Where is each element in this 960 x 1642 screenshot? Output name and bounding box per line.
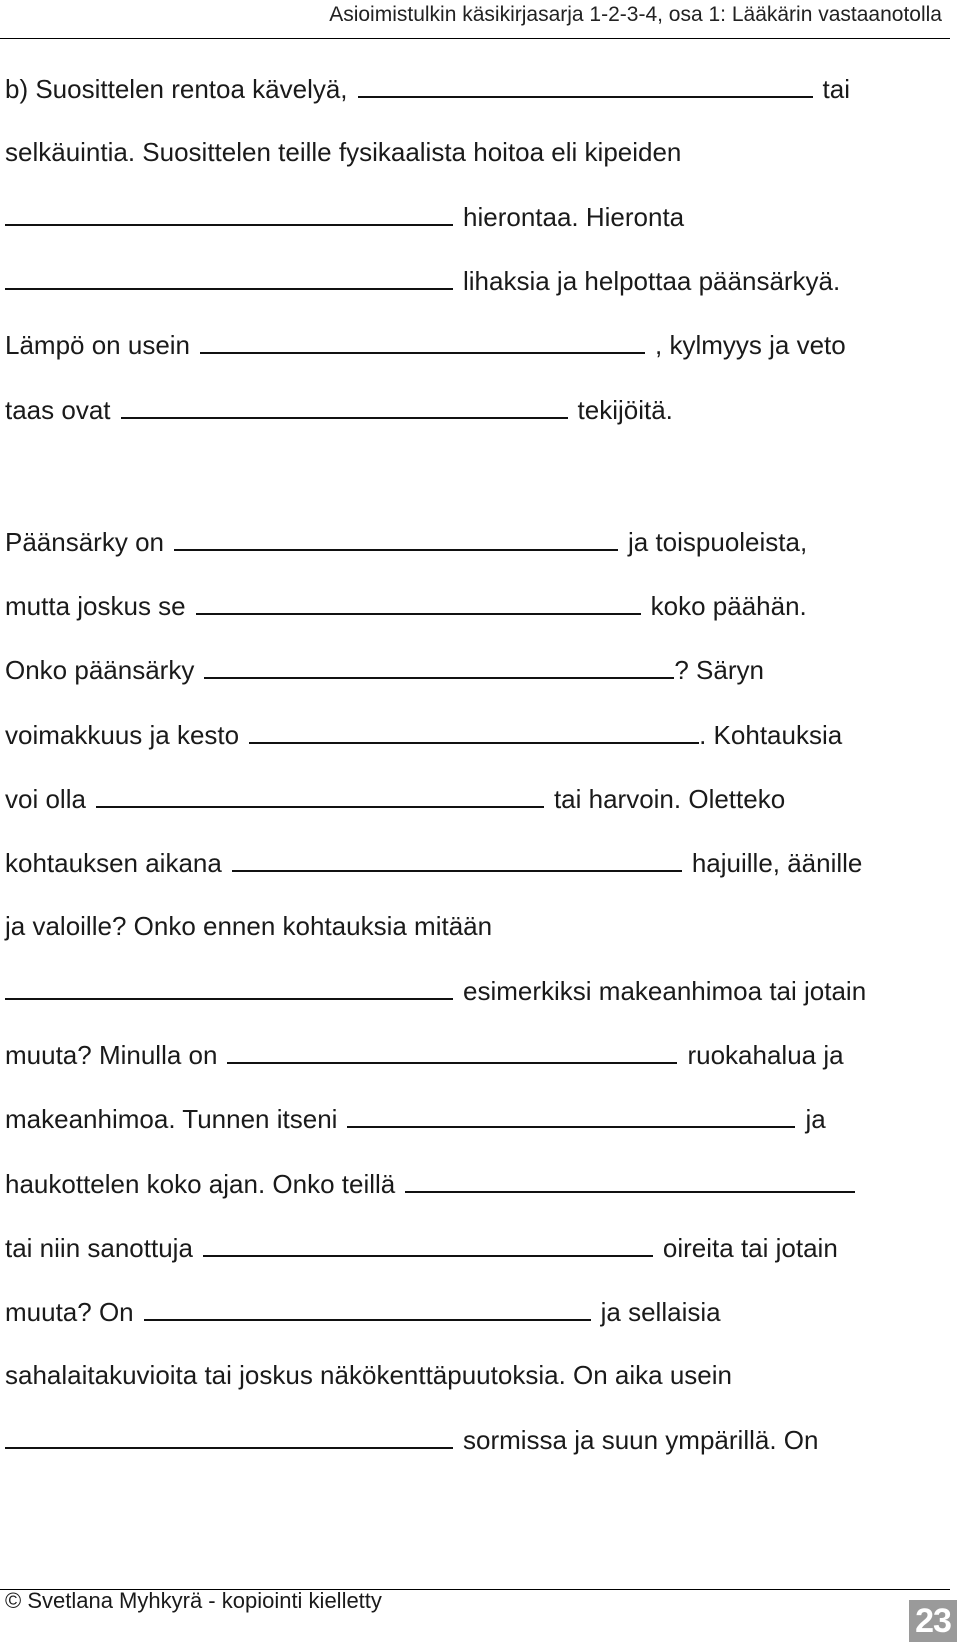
line-text: sahalaitakuvioita tai joskus näkökenttäpuutoksia. On aika usein <box>5 1360 732 1390</box>
line-text: lihaksia ja helpottaa päänsärkyä. <box>463 266 841 296</box>
text-line-9 <box>5 651 764 687</box>
text-line-2 <box>5 134 681 170</box>
answer-blank[interactable] <box>96 780 544 808</box>
line-text: koko päähän. <box>650 591 807 621</box>
line-text: hajuille, äänille <box>691 848 863 878</box>
text-line-1 <box>5 70 850 106</box>
line-text: Päänsärky on <box>5 527 164 557</box>
line-text: Onko päänsärky <box>5 655 195 685</box>
line-text: hierontaa. Hieronta <box>463 202 685 232</box>
text-line-20 <box>5 1357 732 1393</box>
line-text: . Kohtauksia <box>699 720 843 750</box>
line-text: voimakkuus ja kesto <box>5 720 240 750</box>
line-text: b) Suosittelen rentoa kävelyä, <box>5 74 348 104</box>
answer-blank[interactable] <box>121 391 568 419</box>
answer-blank[interactable] <box>358 70 813 98</box>
line-text: selkäuintia. Suosittelen teille fysikaalista hoitoa eli kipeiden <box>5 137 682 167</box>
text-line-17 <box>5 1165 865 1201</box>
answer-blank[interactable] <box>5 1421 453 1449</box>
line-text: oireita tai jotain <box>662 1233 838 1263</box>
line-text: ja sellaisia <box>600 1297 721 1327</box>
line-text: tai harvoin. Oletteko <box>553 784 786 814</box>
text-line-15 <box>5 1036 844 1072</box>
answer-blank[interactable] <box>196 587 641 615</box>
text-line-14 <box>5 972 866 1008</box>
line-text: tai niin sanottuja <box>5 1233 193 1263</box>
answer-blank[interactable] <box>204 651 674 679</box>
copyright-notice: © Svetlana Myhkyrä - kopiointi kielletty <box>5 1588 382 1613</box>
text-line-12 <box>5 844 862 880</box>
answer-blank[interactable] <box>347 1100 795 1128</box>
header-rule <box>0 38 950 39</box>
answer-blank[interactable] <box>249 716 699 744</box>
text-line-13 <box>5 908 492 944</box>
line-text: tai <box>822 74 851 104</box>
answer-blank[interactable] <box>405 1165 855 1193</box>
text-line-21 <box>5 1421 818 1457</box>
text-line-5 <box>5 326 846 362</box>
text-line-18 <box>5 1229 838 1265</box>
line-text: , kylmyys ja veto <box>655 330 846 360</box>
line-text: ja valoille? Onko ennen kohtauksia mitään <box>5 911 493 941</box>
answer-blank[interactable] <box>5 972 453 1000</box>
line-text: mutta joskus se <box>5 591 186 621</box>
line-text: makeanhimoa. Tunnen itseni <box>5 1104 338 1134</box>
answer-blank[interactable] <box>5 198 453 226</box>
answer-blank[interactable] <box>200 326 645 354</box>
line-text: ja <box>805 1104 826 1134</box>
line-text: esimerkiksi makeanhimoa tai jotain <box>463 976 867 1006</box>
line-text: ruokahalua ja <box>687 1040 844 1070</box>
line-text: voi olla <box>5 784 86 814</box>
running-header: Asioimistulkin käsikirjasarja 1-2-3-4, osa 1: Lääkärin vastaanotolla <box>329 3 942 26</box>
text-line-8 <box>5 587 807 623</box>
text-line-7 <box>5 523 807 559</box>
line-text: kohtauksen aikana <box>5 848 222 878</box>
answer-blank[interactable] <box>144 1293 591 1321</box>
text-line-10 <box>5 716 842 752</box>
text-line-4 <box>5 262 840 298</box>
text-line-3 <box>5 198 684 234</box>
line-text: tekijöitä. <box>577 395 673 425</box>
line-text: haukottelen koko ajan. Onko teillä <box>5 1169 396 1199</box>
line-text: muuta? On <box>5 1297 134 1327</box>
answer-blank[interactable] <box>5 262 453 290</box>
text-line-16 <box>5 1100 826 1136</box>
text-line-19 <box>5 1293 721 1329</box>
answer-blank[interactable] <box>174 523 618 551</box>
line-text: ? Säryn <box>674 655 764 685</box>
answer-blank[interactable] <box>203 1229 653 1257</box>
answer-blank[interactable] <box>232 844 682 872</box>
line-text: ja toispuoleista, <box>627 527 808 557</box>
line-text: Lämpö on usein <box>5 330 191 360</box>
page-number-badge: 23 <box>909 1600 957 1642</box>
line-text: sormissa ja suun ympärillä. On <box>463 1425 819 1455</box>
line-text: muuta? Minulla on <box>5 1040 218 1070</box>
text-line-6 <box>5 391 673 427</box>
text-line-11 <box>5 780 785 816</box>
answer-blank[interactable] <box>227 1036 677 1064</box>
line-text: taas ovat <box>5 395 111 425</box>
